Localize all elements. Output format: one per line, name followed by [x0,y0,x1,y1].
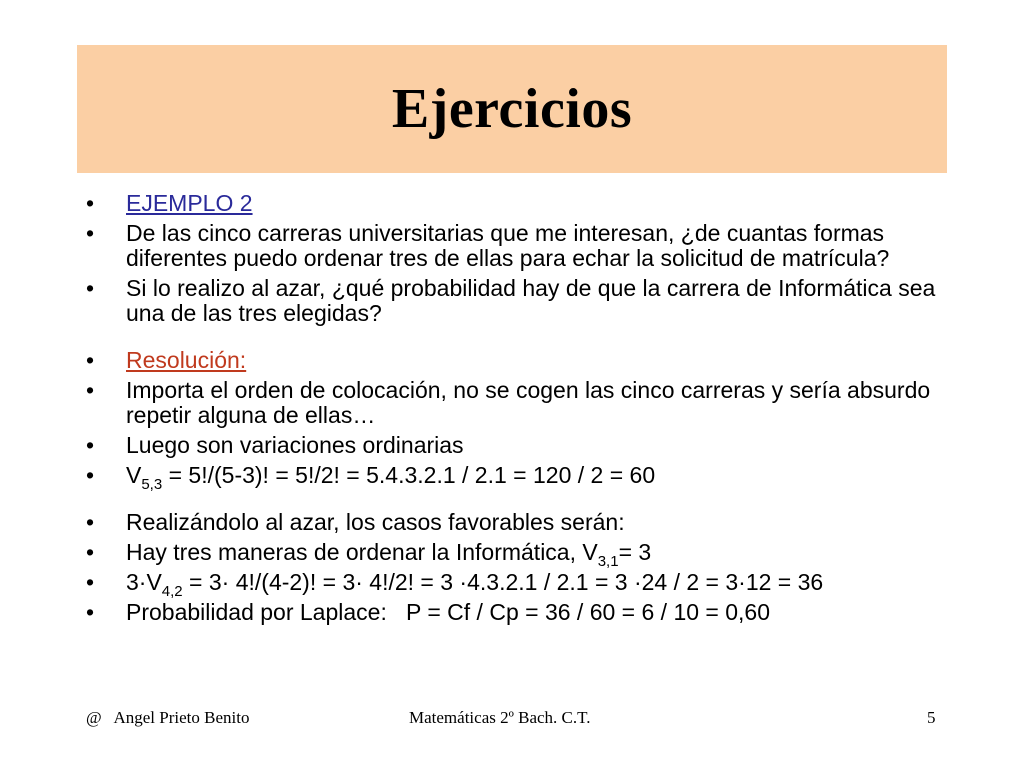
resolution-text: Luego son variaciones ordinarias [126,432,464,458]
example-heading: EJEMPLO 2 [126,190,253,216]
title-band [77,45,947,173]
list-item [86,221,966,271]
footer-course: Matemáticas 2º Bach. C.T. [409,708,591,727]
formula-post: = 5!/(5-3)! = 5!/2! = 5.4.3.2.1 / 2.1 = 120 / 2 = 60 [162,462,656,488]
list-item [86,191,966,216]
bullet-icon: • [86,432,95,458]
footer-author: @ Angel Prieto Benito [86,708,250,727]
bullet-icon: • [86,462,95,488]
list-item [86,539,966,570]
list-item [86,433,966,458]
list-item [86,510,966,535]
list-item [86,569,966,600]
bullet-icon: • [86,190,95,216]
problem-statement: De las cinco carreras universitarias que me interesan, ¿de cuantas formas diferentes puedo ordenar tres de ellas para echar la solicitud de matrícula? [126,220,890,271]
formula-pre: Hay tres maneras de ordenar la Informática, V [126,539,598,565]
formula-subscript: 3,1 [597,553,619,570]
resolution-text: Realizándolo al azar, los casos favorables serán: [126,509,625,535]
list-item [86,378,966,428]
formula-post: = 3· 4!/(4-2)! = 3· 4!/2! = 3 ·4.3.2.1 / 2.1 = 3 ·24 / 2 = 3·12 = 36 [182,569,824,595]
formula-pre: 3·V [126,569,162,595]
list-item [86,348,966,373]
formula-subscript: 4,2 [161,583,183,600]
probability-question: Si lo realizo al azar, ¿qué probabilidad hay de que la carrera de Informática sea una de las tres elegidas? [126,275,936,326]
slide-title: Ejercicios [391,78,633,140]
formula-variation [126,462,656,493]
formula-laplace: Probabilidad por Laplace: P = Cf / Cp = 36 / 60 = 6 / 10 = 0,60 [126,599,771,625]
bullet-icon: • [86,347,95,373]
list-item [86,462,966,493]
bullet-icon: • [86,569,95,595]
formula-post: = 3 [618,539,652,565]
formula-pre: V [126,462,142,488]
bullet-icon: • [86,599,95,625]
list-item [86,600,966,625]
resolution-text: Importa el orden de colocación, no se cogen las cinco carreras y sería absurdo repetir alguna de ellas… [126,377,931,428]
bullet-icon: • [86,220,95,246]
bullet-icon: • [86,377,95,403]
list-item [86,276,966,326]
formula-favorable [126,539,652,570]
formula-subscript: 5,3 [141,476,163,493]
bullet-icon: • [86,509,95,535]
footer-page-number: 5 [927,708,936,727]
bullet-icon: • [86,539,95,565]
resolution-heading: Resolución: [126,347,247,373]
formula-count [126,569,824,600]
bullet-list [86,191,966,630]
bullet-icon: • [86,275,95,301]
